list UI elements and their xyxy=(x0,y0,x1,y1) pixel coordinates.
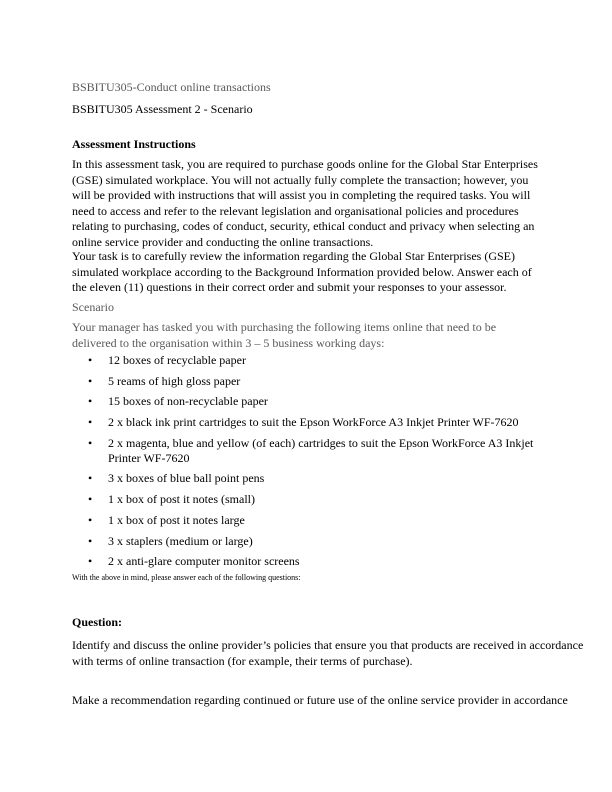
question-text-1: Identify and discuss the online provider’s policies that ensure you that products are received in accordance with terms of online transaction (for example, their terms of purchase). xyxy=(72,638,584,668)
list-item xyxy=(88,415,548,430)
bullet-icon: • xyxy=(88,373,93,388)
assessment-title: BSBITU305 Assessment 2 - Scenario xyxy=(72,102,253,116)
list-item xyxy=(88,436,548,466)
list-item-text: 5 reams of high gloss paper xyxy=(108,373,241,388)
bullet-icon: • xyxy=(88,471,93,486)
course-title: BSBITU305-Conduct online transactions xyxy=(72,80,271,94)
list-item-text: 1 x box of post it notes large xyxy=(108,512,245,527)
instructions-paragraph-2: Your task is to carefully review the information regarding the Global Star Enterprises (GSE) simulated workplace according to the Background Information provided below. Answer each of the eleven (11) questions in their correct order and submit your responses to your assessor. xyxy=(72,249,532,294)
bullet-icon: • xyxy=(88,394,93,409)
scenario-intro: Your manager has tasked you with purchasing the following items online that need to be delivered to the organisation within 3 – 5 business working days: xyxy=(72,320,497,350)
closing-note: With the above in mind, please answer each of the following questions: xyxy=(72,573,301,582)
list-item-text: 2 x magenta, blue and yellow (of each) cartridges to suit the Epson WorkForce A3 Inkjet Printer WF-7620 xyxy=(108,435,534,465)
bullet-icon: • xyxy=(88,512,93,527)
instructions-heading: Assessment Instructions xyxy=(72,137,196,151)
list-item xyxy=(88,554,548,569)
list-item-text: 3 x staplers (medium or large) xyxy=(108,533,253,548)
list-item-text: 12 boxes of recyclable paper xyxy=(108,353,246,367)
bullet-icon: • xyxy=(88,533,93,548)
list-item xyxy=(88,394,548,409)
bullet-icon: • xyxy=(88,415,93,430)
bullet-icon: • xyxy=(88,435,93,450)
list-item-text: 1 x box of post it notes (small) xyxy=(108,492,255,507)
bullet-icon: • xyxy=(88,492,93,507)
purchase-items-list xyxy=(88,353,548,575)
list-item xyxy=(88,471,548,486)
question-heading: Question: xyxy=(72,615,123,629)
bullet-icon: • xyxy=(88,554,93,569)
list-item-text: 15 boxes of non-recyclable paper xyxy=(108,394,268,409)
list-item xyxy=(88,534,548,549)
list-item xyxy=(88,353,548,368)
question-text-2: Make a recommendation regarding continued or future use of the online service provider in accordance xyxy=(72,693,568,707)
list-item xyxy=(88,374,548,389)
list-item-text: 2 x anti-glare computer monitor screens xyxy=(108,554,300,569)
list-item xyxy=(88,513,548,528)
bullet-icon: • xyxy=(88,353,93,367)
scenario-label: Scenario xyxy=(72,300,114,314)
list-item-text: 2 x black ink print cartridges to suit the Epson WorkForce A3 Inkjet Printer WF-7620 xyxy=(108,415,519,430)
list-item-text: 3 x boxes of blue ball point pens xyxy=(108,471,265,486)
list-item xyxy=(88,492,548,507)
instructions-paragraph-1: In this assessment task, you are required to purchase goods online for the Global Star Enterprises (GSE) simulated workplace. You will not actually fully complete the transaction; however, you will be provided with instructions that will assist you in completing the required tasks. You will need to access and refer to the relevant legislation and organisational policies and procedures relating to purchasing, codes of conduct, security, ethical conduct and privacy when selecting an online service provider and conducting the online transactions. xyxy=(72,157,538,249)
